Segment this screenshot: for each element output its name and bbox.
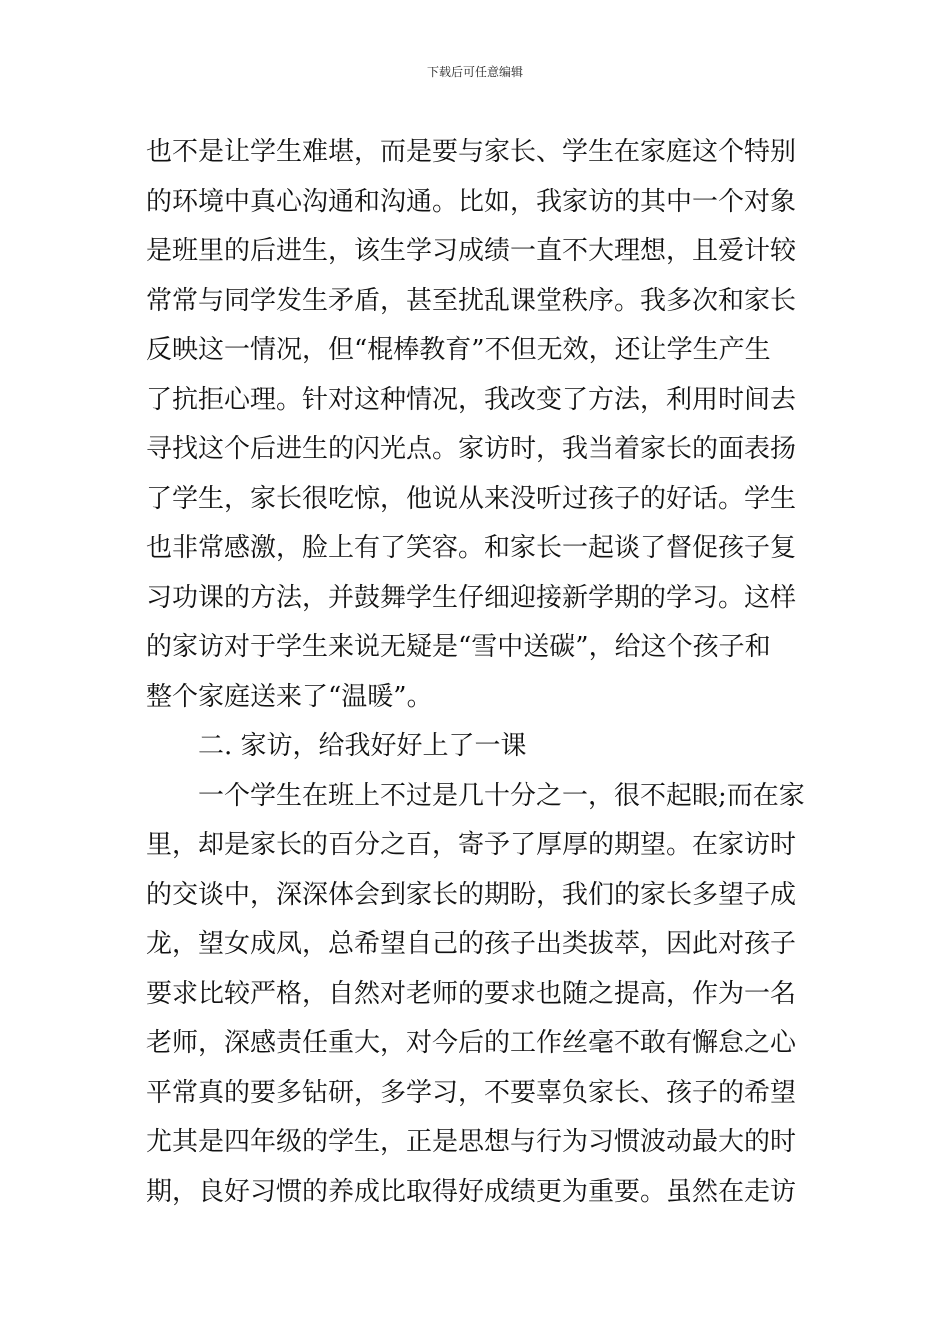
text-line: 常常与同学发生矛盾，甚至扰乱课堂秩序。我多次和家长 [146, 285, 797, 316]
text-line: 的环境中真心沟通和沟通。比如，我家访的其中一个对象 [146, 186, 797, 217]
text-line: 也不是让学生难堪，而是要与家长、学生在家庭这个特别 [146, 137, 797, 167]
text-line: 寻找这个后进生的闪光点。家访时，我当着家长的面表扬 [146, 434, 797, 464]
text-line: 尤其是四年级的学生，正是思想与行为习惯波动最大的时 [146, 1127, 797, 1157]
text-line: 里，却是家长的百分之百，寄予了厚厚的期望。在家访时 [146, 830, 797, 860]
text-line: 也非常感激，脸上有了笑容。和家长一起谈了督促孩子复 [146, 533, 797, 563]
section-heading: 二. 家访，给我好好上了一课 [198, 731, 527, 761]
text-line: 老师，深感责任重大，对今后的工作丝毫不敢有懈怠之心 [146, 1028, 797, 1058]
text-line: 整个家庭送来了“温暖”。 [146, 681, 433, 712]
text-line: 期，良好习惯的养成比取得好成绩更为重要。虽然在走访 [146, 1176, 797, 1207]
page-header: 下载后可任意编辑 [426, 65, 523, 79]
text-line: 的家访对于学生来说无疑是“雪中送碳”，给这个孩子和 [146, 632, 771, 662]
text-line: 要求比较严格，自然对老师的要求也随之提高，作为一名 [146, 978, 797, 1009]
text-line: 是班里的后进生，该生学习成绩一直不大理想，且爱计较 [146, 236, 797, 266]
text-line: 的交谈中，深深体会到家长的期盼，我们的家长多望子成 [146, 879, 797, 910]
text-line: 了抗拒心理。针对这种情况，我改变了方法，利用时间去 [146, 384, 797, 415]
text-line: 反映这一情况，但“棍棒教育”不但无效，还让学生产生 [146, 335, 771, 365]
text-line: 平常真的要多钻研，多学习，不要辜负家长、孩子的希望 [146, 1077, 797, 1108]
text-line: 龙，望女成凤，总希望自己的孩子出类拔萃，因此对孩子 [146, 929, 797, 959]
document-body [146, 128, 810, 1217]
text-line: 一个学生在班上不过是几十分之一，很不起眼;而在家 [198, 780, 805, 811]
text-line: 习功课的方法，并鼓舞学生仔细迎接新学期的学习。这样 [146, 582, 797, 613]
text-line: 了学生，家长很吃惊，他说从来没听过孩子的好话。学生 [146, 483, 797, 514]
